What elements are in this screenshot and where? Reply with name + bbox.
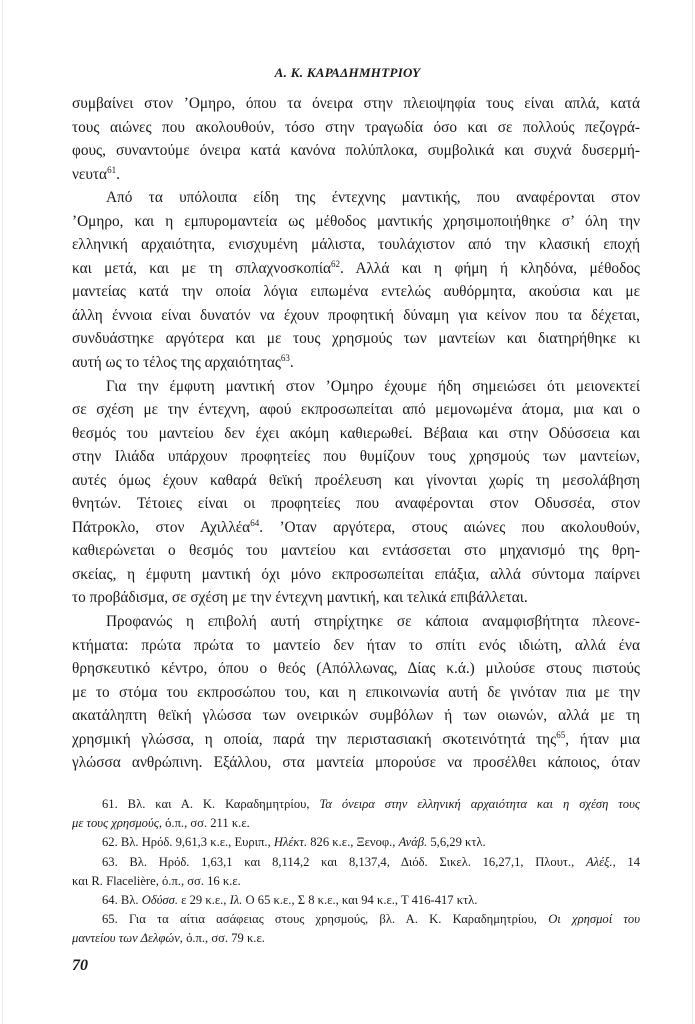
body-line: το προβάδισμα, σε σχέση με την έντεχνη μαντική, και τελικά επιβάλλεται. (72, 589, 528, 607)
paragraph-start: Για την έμφυτη μαντική στον ’Ομηρο έχουμε ήδη σημειώσει ότι μειονεκτεί (106, 377, 640, 395)
footnote-ref-63: 63 (280, 352, 290, 363)
footnote-ref-65: 65 (556, 729, 566, 740)
body-line: γλώσσα ανθρώπινη. Εξάλλου, στα μαντεία μπορούσε να προσέλθει κάποιος, όταν (72, 754, 640, 772)
footnote-61: 61. Βλ. και Α. Κ. Καραδημητρίου, Τα όνειρα στην ελληνική αρχαιότητα και η σχέση τους (102, 797, 640, 811)
footnote-63-cont: και R. Flacelière, ό.π., σσ. 16 κ.ε. (72, 873, 241, 888)
body-line: ακατάληπτη θεϊκή γλώσσα των ονειρικών συμβόλων ή των οιωνών, αλλά με τη (72, 707, 640, 725)
paragraph-start: Από τα υπόλοιπα είδη της έντεχνης μαντικής, που αναφέρονται στον (106, 189, 640, 207)
body-line: κτήματα: πρώτα πρώτα το μαντείο δεν ήταν το σπίτι ενός ιδιώτη, αλλά ένα (72, 636, 640, 654)
body-text (72, 92, 640, 775)
page-edge-left (2, 0, 3, 1024)
body-line: νευτα$^{61}$. (72, 164, 120, 183)
body-line: ’Ομηρο, και η εμπυρομαντεία ως μέθοδος μαντικής χρησιμοποιήθηκε σ’ όλη την (72, 212, 640, 230)
body-line: αυτή ως το τέλος της αρχαιότητας$^{63}$. (72, 352, 294, 372)
footnote-ref-62: 62 (331, 258, 340, 269)
body-line: θρησκευτικό κέντρο, όπου ο θεός (Απόλλωνας, Δίας κ.ά.) μιλούσε στους πιστούς (72, 660, 640, 678)
body-line: σε σχέση με την έντεχνη, αφού εκπροσωπείται από μεμονωμένα άτομα, μια και ο (72, 401, 640, 419)
paragraph-start: Προφανώς η επιβολή αυτή στηρίχτηκε σε κάποια αναμφισβήτητα πλεονε- (106, 613, 640, 631)
body-line: θεσμός του μαντείου δεν έχει ακόμη καθιερωθεί. Βέβαια και στην Οδύσσεια και (72, 424, 640, 442)
footnote-ref-61: 61 (107, 164, 117, 175)
footnote-ref-64: 64 (250, 517, 260, 528)
footnote-65-cont: μαντείου των Δελφών, ό.π., σσ. 79 κ.ε. (72, 931, 265, 946)
footnote-63: 63. Βλ. Ηρόδ. 1,63,1 και 8,114,2 και 8,137,4, Διόδ. Σικελ. 16,27,1, Πλουτ., Αλέξ., 14 (102, 854, 640, 869)
body-line: σκείας, η έμφυτη μαντική όχι μόνο εκπροσωπείται επάξια, αλλά σύντομα παίρνει (72, 565, 640, 583)
page-number: 70 (72, 957, 88, 974)
body-line: χρησμική γλώσσα, η οποία, παρά την περιστασιακή σκοτεινότητά της$^{65}$, ήταν μια (72, 729, 640, 748)
body-line: αυτές όμως έχουν καθαρά θεϊκή προέλευση και γίνονται χωρίς τη μεσολάβηση (72, 471, 640, 489)
body-line: με το στόμα του εκπροσώπου του, και η επικοινωνία αυτή δε γινόταν πια με την (72, 683, 640, 701)
body-line: και μετά, και με τη σπλαχνοσκοπία$^{62}$. Αλλά και η φήμη ή κληδόνα, μέθοδος (72, 258, 640, 277)
body-line: τους αιώνες που ακολουθούν, τόσο στην τραγωδία όσο και σε πολλούς πεζογρά- (72, 118, 640, 136)
body-line: συνδυάστηκε αργότερα και με τους χρησμούς των μαντείων και διατηρήθηκε κι (72, 330, 640, 348)
body-line: συμβαίνει στον ’Ομηρο, όπου τα όνειρα στην πλειοψηφία τους είναι απλά, κατά (72, 95, 640, 112)
body-line: Πάτροκλο, στον Αχιλλέα$^{64}$. ’Οταν αργότερα, στους αιώνες που ακολουθούν, (72, 517, 640, 536)
body-line: φους, συναντούμε όνειρα κατά κανόνα πολύπλοκα, συμβολικά και συχνά δυσερμή- (72, 142, 640, 160)
body-line: θνητών. Τέτοιες είναι οι προφητείες που αναφέρονται στον Οδυσσέα, στον (72, 495, 640, 513)
footnote-64: 64. Βλ. Οδύσσ. ε 29 κ.ε., Ιλ. Ο 65 κ.ε., Σ 8 κ.ε., και 94 κ.ε., Τ 416-417 κτλ. (102, 892, 478, 907)
body-line: άλλη έννοια είναι δυνατόν να έχουν προφητική δύναμη για κείνον που τα δέχεται, (72, 306, 640, 324)
footnote-65: 65. Για τα αίτια ασάφειας στους χρησμούς, βλ. Α. Κ. Καραδημητρίου, Οι χρησμοί του (102, 912, 641, 927)
page-edge-right (692, 0, 693, 1024)
body-line: μαντείας κατά την οποία λόγια ειπωμένα εντελώς αυθόρμητα, ακούσια και με (72, 283, 640, 301)
body-line: ελληνική αρχαιότητα, ενισχυμένη μάλιστα, τουλάχιστον από την κλασική εποχή (72, 236, 640, 254)
footnote-61-cont: με τους χρησμούς, ό.π., σσ. 211 κ.ε. (72, 816, 250, 831)
running-head: Α. Κ. ΚΑΡΑΔΗΜΗΤΡΙΟΥ (274, 65, 421, 80)
body-line: καθιερώνεται ο θεσμός του μαντείου και εντάσσεται στο μηχανισμό της θρη- (72, 542, 640, 560)
body-line: στην Ιλιάδα υπάρχουν προφητείες που θυμίζουν τους χρησμούς των μαντείων, (72, 448, 640, 466)
footnote-62: 62. Βλ. Ηρόδ. 9,61,3 κ.ε., Ευριπ., Ηλέκτ. 826 κ.ε., Ξενοφ., Ανάβ. 5,6,29 κτλ. (102, 835, 486, 850)
footnotes (72, 795, 640, 949)
